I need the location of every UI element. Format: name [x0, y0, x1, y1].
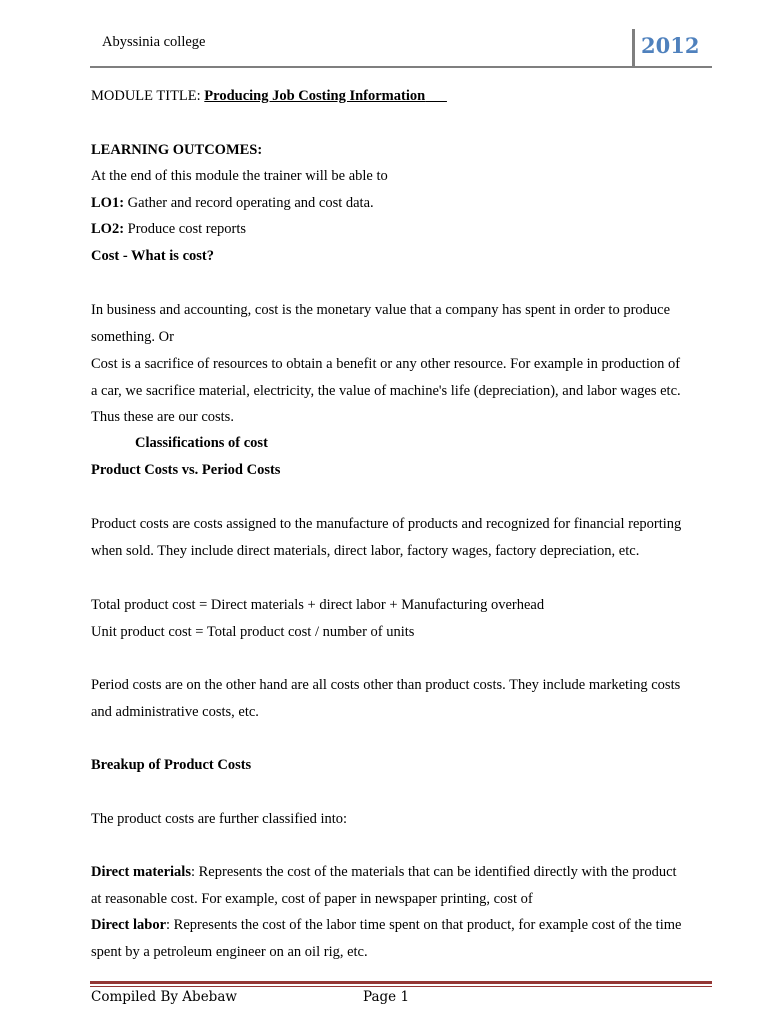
outcome-text: Gather and record operating and cost data.	[124, 195, 374, 211]
footer-rule	[90, 981, 712, 984]
paragraph-line: at reasonable cost. For example, cost of paper in newspaper printing, cost of	[91, 891, 533, 907]
outcome-lo2	[91, 220, 246, 238]
module-title-line	[91, 87, 447, 105]
direct-labor-term: Direct labor	[91, 917, 167, 933]
direct-materials-line: Direct materials: Represents the cost of the materials that can be identified directly with the product	[91, 864, 677, 880]
header-year: 2012	[641, 33, 700, 58]
paragraph-line: and administrative costs, etc.	[91, 704, 259, 720]
paragraph-line: when sold. They include direct materials, direct labor, factory wages, factory depreciation, etc.	[91, 543, 640, 559]
outcome-code: LO2:	[91, 221, 125, 237]
outcome-lo1	[91, 194, 374, 212]
paragraph-line: Product costs are costs assigned to the manufacture of products and recognized for financial reporting	[91, 516, 682, 532]
paragraph-line: spent by a petroleum engineer on an oil rig, etc.	[91, 944, 368, 960]
paragraph-line: a car, we sacrifice material, electricity, the value of machine's life (depreciation), and labor wages etc.	[91, 383, 681, 399]
breakup-heading: Breakup of Product Costs	[91, 757, 252, 773]
formula-unit-product-cost: Unit product cost = Total product cost / number of units	[91, 624, 415, 640]
header-divider	[632, 29, 635, 67]
module-title: Producing Job Costing Information	[204, 88, 426, 104]
paragraph-line: In business and accounting, cost is the monetary value that a company has spent in order to produce	[91, 302, 671, 318]
module-title-label: MODULE TITLE:	[91, 88, 205, 104]
outcome-text: Produce cost reports	[124, 221, 247, 237]
header-college: Abyssinia college	[102, 34, 206, 50]
outcomes-intro: At the end of this module the trainer will be able to	[91, 168, 388, 184]
paragraph-line: Cost is a sacrifice of resources to obtain a benefit or any other resource. For example in production of	[91, 356, 681, 372]
classifications-heading: Classifications of cost	[135, 435, 268, 451]
product-vs-period-heading: Product Costs vs. Period Costs	[91, 462, 281, 478]
paragraph-line: Period costs are on the other hand are all costs other than product costs. They include marketing costs	[91, 677, 681, 693]
direct-labor-line: Direct labor: Represents the cost of the labor time spent on that product, for example cost of the time	[91, 917, 682, 933]
outcome-code: LO1:	[91, 195, 125, 211]
formula-total-product-cost: Total product cost = Direct materials + direct labor + Manufacturing overhead	[91, 597, 545, 613]
cost-heading: Cost - What is cost?	[91, 248, 214, 264]
footer-rule-thin	[90, 986, 712, 987]
paragraph-line: something. Or	[91, 329, 174, 345]
paragraph-line: Thus these are our costs.	[91, 409, 234, 425]
learning-outcomes-heading: LEARNING OUTCOMES:	[91, 142, 263, 158]
header-rule	[90, 66, 712, 68]
footer-compiled-by: Compiled By Abebaw	[91, 989, 237, 1005]
breakup-intro: The product costs are further classified into:	[91, 811, 348, 827]
direct-materials-term: Direct materials	[91, 864, 191, 880]
footer-page-number: Page 1	[363, 989, 410, 1005]
